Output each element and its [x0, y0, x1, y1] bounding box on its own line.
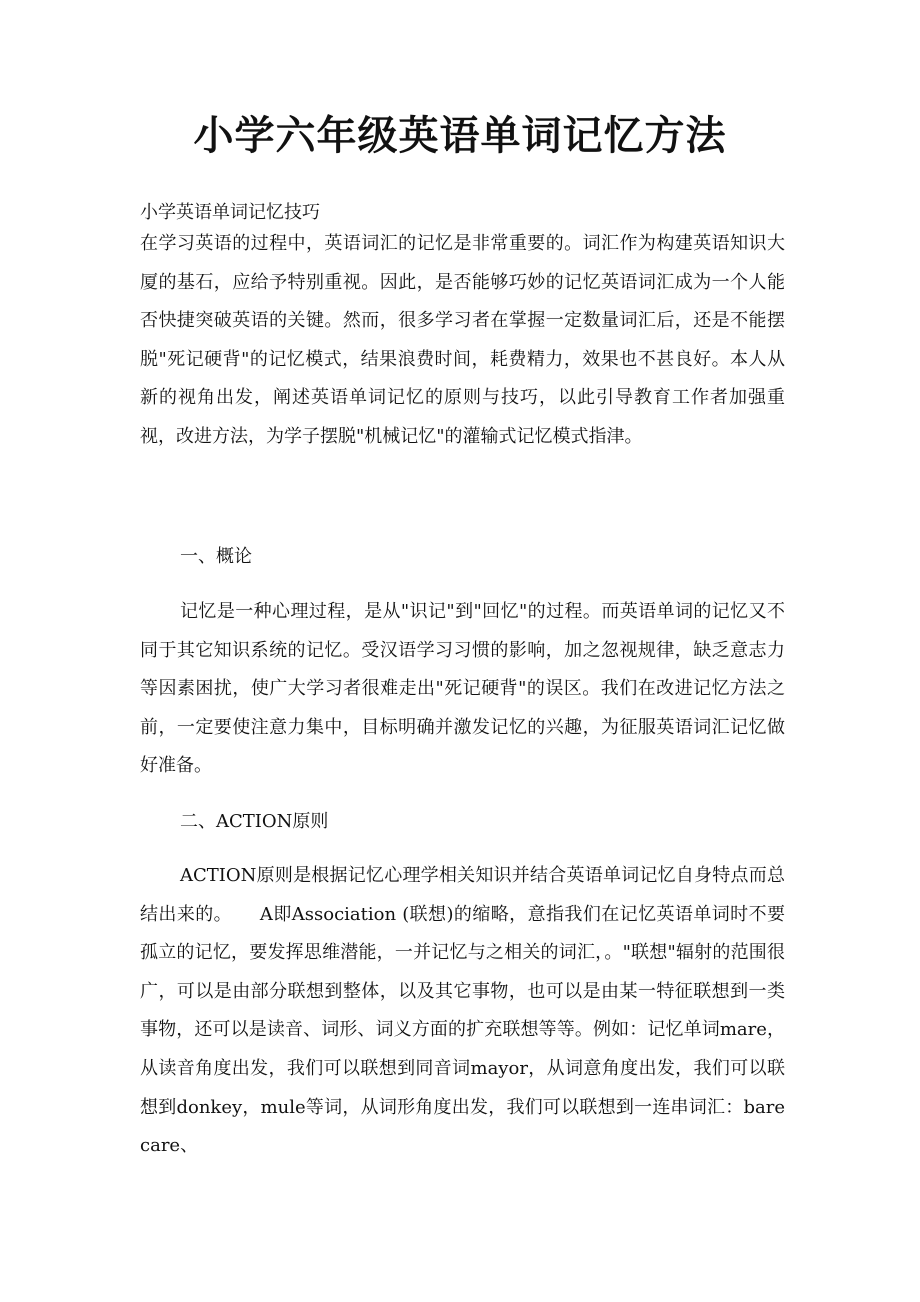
- section-heading-overview: 一、概论: [180, 546, 252, 567]
- section-heading-action-principle: 二、ACTION原则: [180, 811, 329, 832]
- document-subtitle: 小学英语单词记忆技巧: [140, 202, 320, 223]
- intro-paragraph: 在学习英语的过程中，英语词汇的记忆是非常重要的。词汇作为构建英语知识大厦的基石，应给予特别重视。因此，是否能够巧妙的记忆英语词汇成为一个人能否快捷突破英语的关键。然而，很多学习者在掌握一定数量词汇后，还是不能摆脱"死记硬背"的记忆模式，结果浪费时间，耗费精力，效果也不甚良好。本人从新的视角出发，阐述英语单词记忆的原则与技巧，以此引导教育工作者加强重视，改进方法，为学子摆脱"机械记忆"的灌输式记忆模式指津。: [140, 233, 785, 447]
- document-title: 小学六年级英语单词记忆方法: [193, 112, 727, 159]
- action-principle-paragraph: ACTION原则是根据记忆心理学相关知识并结合英语单词记忆自身特点而总结出来的。 A即Association (联想)的缩略，意指我们在记忆英语单词时不要孤立的记忆，要发挥思维潜能，一并记忆与之相关的词汇，。"联想"辐射的范围很广，可以是由部分联想到整体，以及其它事物，也可以是由某一特征联想到一类事物，还可以是读音、词形、词义方面的扩充联想等等。例如：记忆单词mare，从读音角度出发，我们可以联想到同音词mayor，从词意角度出发，我们可以联想到donkey，mule等词，从词形角度出发，我们可以联想到一连串词汇：bare care、: [140, 865, 785, 1157]
- overview-paragraph: 记忆是一种心理过程，是从"识记"到"回忆"的过程。而英语单词的记忆又不同于其它知识系统的记忆。受汉语学习习惯的影响，加之忽视规律，缺乏意志力等因素困扰，使广大学习者很难走出"死记硬背"的误区。我们在改进记忆方法之前，一定要使注意力集中，目标明确并激发记忆的兴趣，为征服英语词汇记忆做好准备。: [140, 601, 785, 777]
